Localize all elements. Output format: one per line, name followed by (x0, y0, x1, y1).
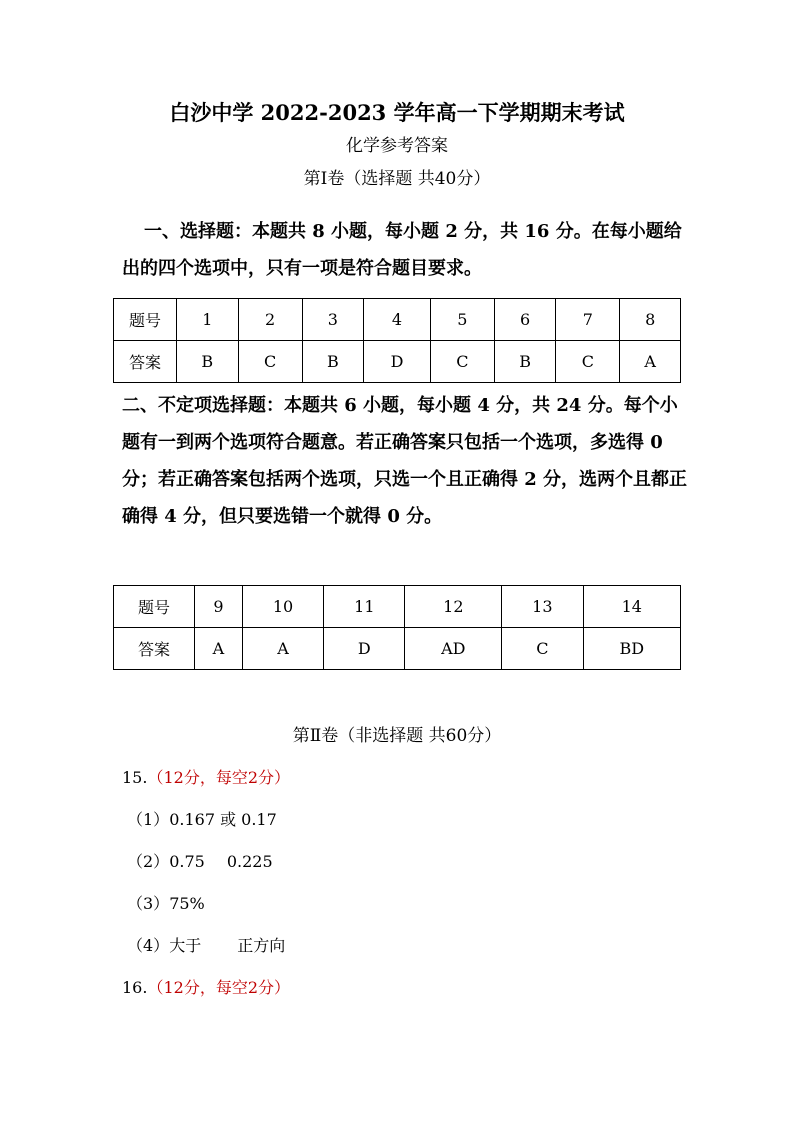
question-number: 4 (364, 299, 431, 341)
item-answer: 0.167 或 0.17 (169, 810, 277, 829)
item-label: （1） (127, 810, 170, 829)
row-label-question: 题号 (114, 586, 195, 628)
item-answer: 正方向 (237, 936, 286, 955)
answer-cell: D (364, 341, 431, 383)
table-row (114, 628, 681, 670)
item-label: （2） (127, 852, 170, 871)
section-heading-part2: 第Ⅱ卷（非选择题 共60分） (292, 726, 502, 746)
answer-line-1 (127, 807, 277, 830)
item-answer: 大于 (169, 936, 202, 955)
question-number: 3 (302, 299, 364, 341)
question-number: 16. (122, 978, 148, 997)
answer-cell: C (502, 628, 583, 670)
answer-cell: C (556, 341, 620, 383)
question-number: 9 (195, 586, 243, 628)
answer-cell: A (620, 341, 681, 383)
question-number: 5 (430, 299, 494, 341)
answer-cell: D (324, 628, 405, 670)
question-number: 15. (122, 768, 148, 787)
answer-line-4 (127, 933, 285, 956)
document-title: 白沙中学 2022-2023 学年高一下学期期末考试 (169, 100, 625, 125)
question-number: 2 (238, 299, 302, 341)
question-number: 7 (556, 299, 620, 341)
table-row (114, 586, 681, 628)
answer-cell: B (494, 341, 556, 383)
question-number: 6 (494, 299, 556, 341)
item-answer: 0.75 (169, 852, 205, 871)
answer-cell: A (195, 628, 243, 670)
row-label-question: 题号 (114, 299, 177, 341)
question-16-heading (122, 975, 290, 998)
section-heading-part1: 第Ⅰ卷（选择题 共40分） (303, 169, 491, 189)
question-number: 10 (242, 586, 323, 628)
question-number: 11 (324, 586, 405, 628)
answer-cell: C (430, 341, 494, 383)
row-label-answer: 答案 (114, 628, 195, 670)
answer-line-3 (127, 891, 205, 914)
question-number: 8 (620, 299, 681, 341)
answer-cell: C (238, 341, 302, 383)
part1-instruction (122, 213, 692, 287)
question-15-heading (122, 765, 290, 788)
document-subtitle: 化学参考答案 (346, 136, 448, 156)
item-label: （3） (127, 894, 170, 913)
answer-cell: B (177, 341, 239, 383)
question-number: 13 (502, 586, 583, 628)
answer-cell: A (242, 628, 323, 670)
item-answer: 0.225 (226, 852, 273, 871)
part1-answer-table (113, 298, 681, 383)
part2-instruction: 二、不定项选择题：本题共 6 小题，每小题 4 分，共 24 分。每个小题有一到两个选项符合题意。若正确答案只包括一个选项，多选得 0 分；若正确答案包括两个选项，只选一个且正确得 2 分，选两个且都正确得 4 分，但只要选错一个就得 0 分。 (122, 395, 688, 527)
answer-cell: B (302, 341, 364, 383)
item-label: （4） (127, 936, 170, 955)
score-note: （12分，每空2分） (147, 768, 290, 787)
answer-line-2 (127, 849, 273, 872)
row-label-answer: 答案 (114, 341, 177, 383)
question-number: 1 (177, 299, 239, 341)
part1-instruction-text: 一、选择题：本题共 8 小题，每小题 2 分，共 16 分。在每小题给出的四个选项中，只有一项是符合题目要求。 (122, 221, 682, 279)
answer-cell: AD (405, 628, 502, 670)
answer-cell: BD (583, 628, 681, 670)
table-row (114, 341, 681, 383)
item-answer: 75% (169, 894, 205, 913)
question-number: 12 (405, 586, 502, 628)
score-note: （12分，每空2分） (147, 978, 290, 997)
part2-answer-table (113, 585, 681, 670)
table-row (114, 299, 681, 341)
question-number: 14 (583, 586, 681, 628)
